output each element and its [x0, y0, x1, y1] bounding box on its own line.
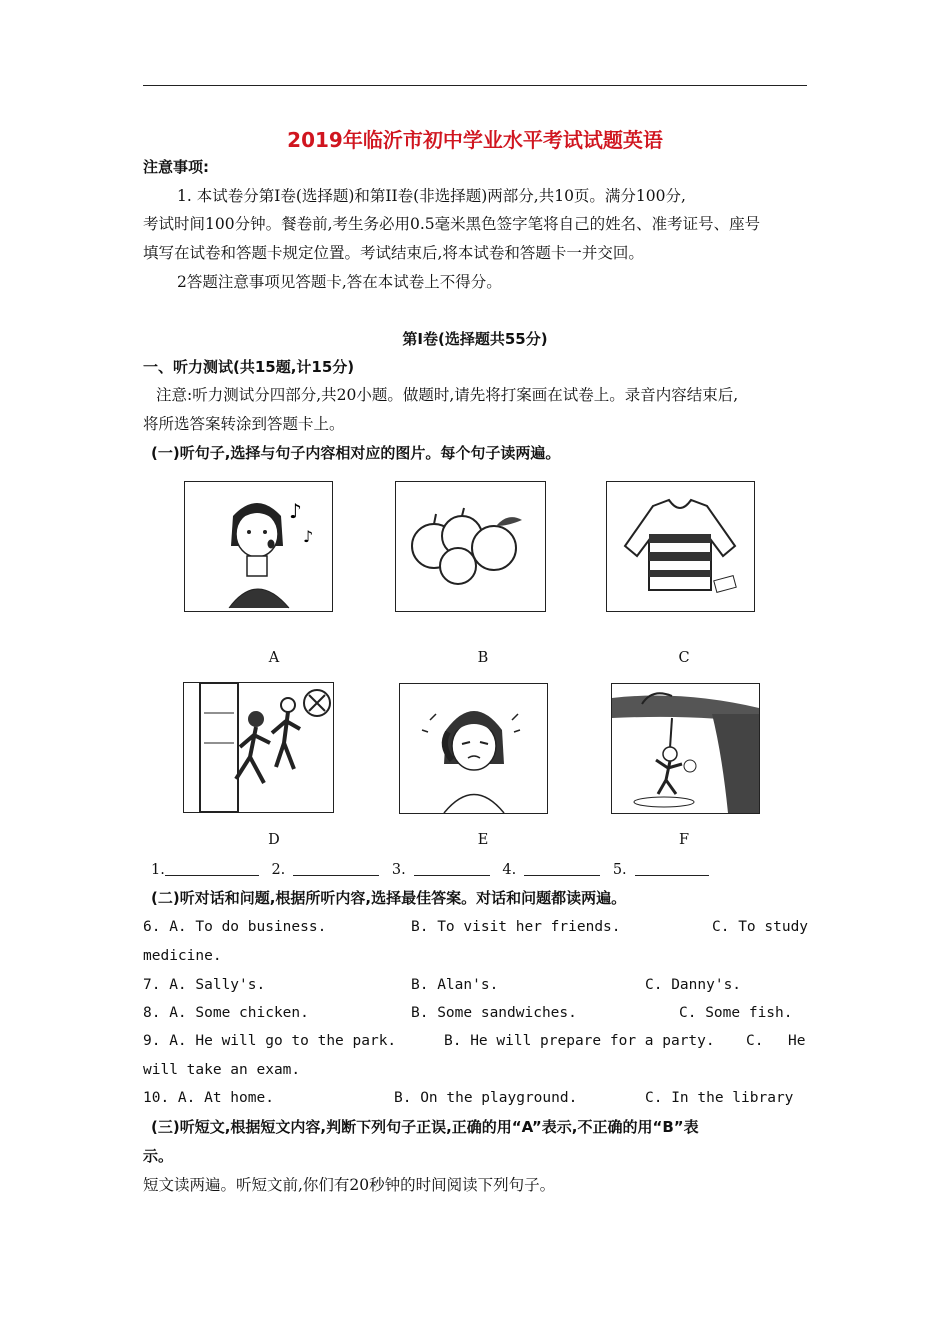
singing-girl-icon — [185, 482, 332, 611]
picture-e — [399, 683, 548, 814]
section1-note-line1: 注意:听力测试分四部分,共20小题。做题时,请先将打案画在试卷上。录音内容结束后, — [156, 386, 739, 404]
picture-e-label: E — [477, 832, 489, 848]
answer-blanks — [151, 860, 709, 880]
notice-p2: 2答题注意事项见答题卡,答在本试卷上不得分。 — [177, 273, 502, 291]
picture-a — [184, 481, 333, 612]
q6-cont: medicine. — [143, 948, 222, 964]
blank-4[interactable] — [524, 860, 600, 876]
picture-b — [395, 481, 546, 612]
notice-heading: 注意事项: — [143, 158, 209, 176]
picture-f-label: F — [678, 832, 690, 848]
notice-p1-line1: 1. 本试卷分第I卷(选择题)和第II卷(非选择题)两部分,共10页。满分100分, — [177, 187, 686, 205]
blank-2-label: 2. — [271, 862, 286, 878]
no-running-icon — [184, 683, 333, 812]
section1-heading: 一、听力测试(共15题,计15分) — [143, 358, 355, 376]
q8-c: C. Some fish. — [679, 1005, 793, 1021]
q9-c-text: He — [788, 1033, 806, 1049]
q7-b: B. Alan's. — [411, 977, 499, 993]
q10-a: 10. A. At home. — [143, 1090, 274, 1106]
picture-a-label: A — [268, 650, 280, 666]
blank-2[interactable] — [293, 860, 379, 876]
part3-heading-line1: (三)听短文,根据短文内容,判断下列句子正误,正确的用“A”表示,不正确的用“B”表 — [151, 1118, 699, 1136]
notice-p1-line3: 填写在试卷和答题卡规定位置。考试结束后,将本试卷和答题卡一并交回。 — [143, 244, 644, 262]
svg-text:♪: ♪ — [289, 499, 302, 523]
headache-girl-icon — [400, 684, 547, 813]
picture-b-label: B — [477, 650, 489, 666]
picture-f — [611, 683, 760, 814]
section1-note-line2: 将所选答案转涂到答题卡上。 — [143, 415, 345, 433]
blank-1[interactable] — [165, 860, 259, 876]
blank-3[interactable] — [414, 860, 490, 876]
monkey-tree-icon — [612, 684, 759, 813]
picture-c — [606, 481, 755, 612]
blank-4-label: 4. — [502, 862, 517, 878]
blank-1-label: 1. — [151, 862, 165, 878]
q10-c: C. In the library — [645, 1090, 794, 1106]
sweater-icon — [607, 482, 754, 611]
svg-text:♪: ♪ — [303, 527, 314, 546]
q10-b: B. On the playground. — [394, 1090, 578, 1106]
q7-a: 7. A. Sally's. — [143, 977, 266, 993]
q6-b: B. To visit her friends. — [411, 919, 621, 935]
q9-b: B. He will prepare for a party. — [444, 1033, 715, 1049]
q8-a: 8. A. Some chicken. — [143, 1005, 309, 1021]
part2-heading: (二)听对话和问题,根据所听内容,选择最佳答案。对话和问题都读两遍。 — [151, 889, 627, 907]
page-title: 2019年临沂市初中学业水平考试试题英语 — [287, 128, 663, 152]
part1-heading: (一)听句子,选择与句子内容相对应的图片。每个句子读两遍。 — [151, 444, 561, 462]
q7-c: C. Danny's. — [645, 977, 742, 993]
blank-5-label: 5. — [612, 862, 627, 878]
q8-b: B. Some sandwiches. — [411, 1005, 577, 1021]
part3-heading-line2: 示。 — [143, 1147, 174, 1165]
volume-heading: 第I卷(选择题共55分) — [402, 330, 548, 348]
q9-cont: will take an exam. — [143, 1062, 301, 1078]
fruit-icon — [396, 482, 545, 611]
picture-d — [183, 682, 334, 813]
top-rule — [143, 85, 807, 86]
picture-d-label: D — [268, 832, 280, 848]
blank-3-label: 3. — [391, 862, 406, 878]
blank-5[interactable] — [635, 860, 709, 876]
q9-a: 9. A. He will go to the park. — [143, 1033, 397, 1049]
part3-instruction: 短文读两遍。听短文前,你们有20秒钟的时间阅读下列句子。 — [143, 1176, 556, 1194]
notice-p1-line2: 考试时间100分钟。餐卷前,考生务必用0.5毫米黑色签字笔将自己的姓名、准考证号、座号 — [143, 215, 761, 233]
picture-c-label: C — [678, 650, 690, 666]
q6-a: 6. A. To do business. — [143, 919, 327, 935]
q9-c: C. — [746, 1033, 764, 1049]
q6-c: C. To study — [712, 919, 809, 935]
